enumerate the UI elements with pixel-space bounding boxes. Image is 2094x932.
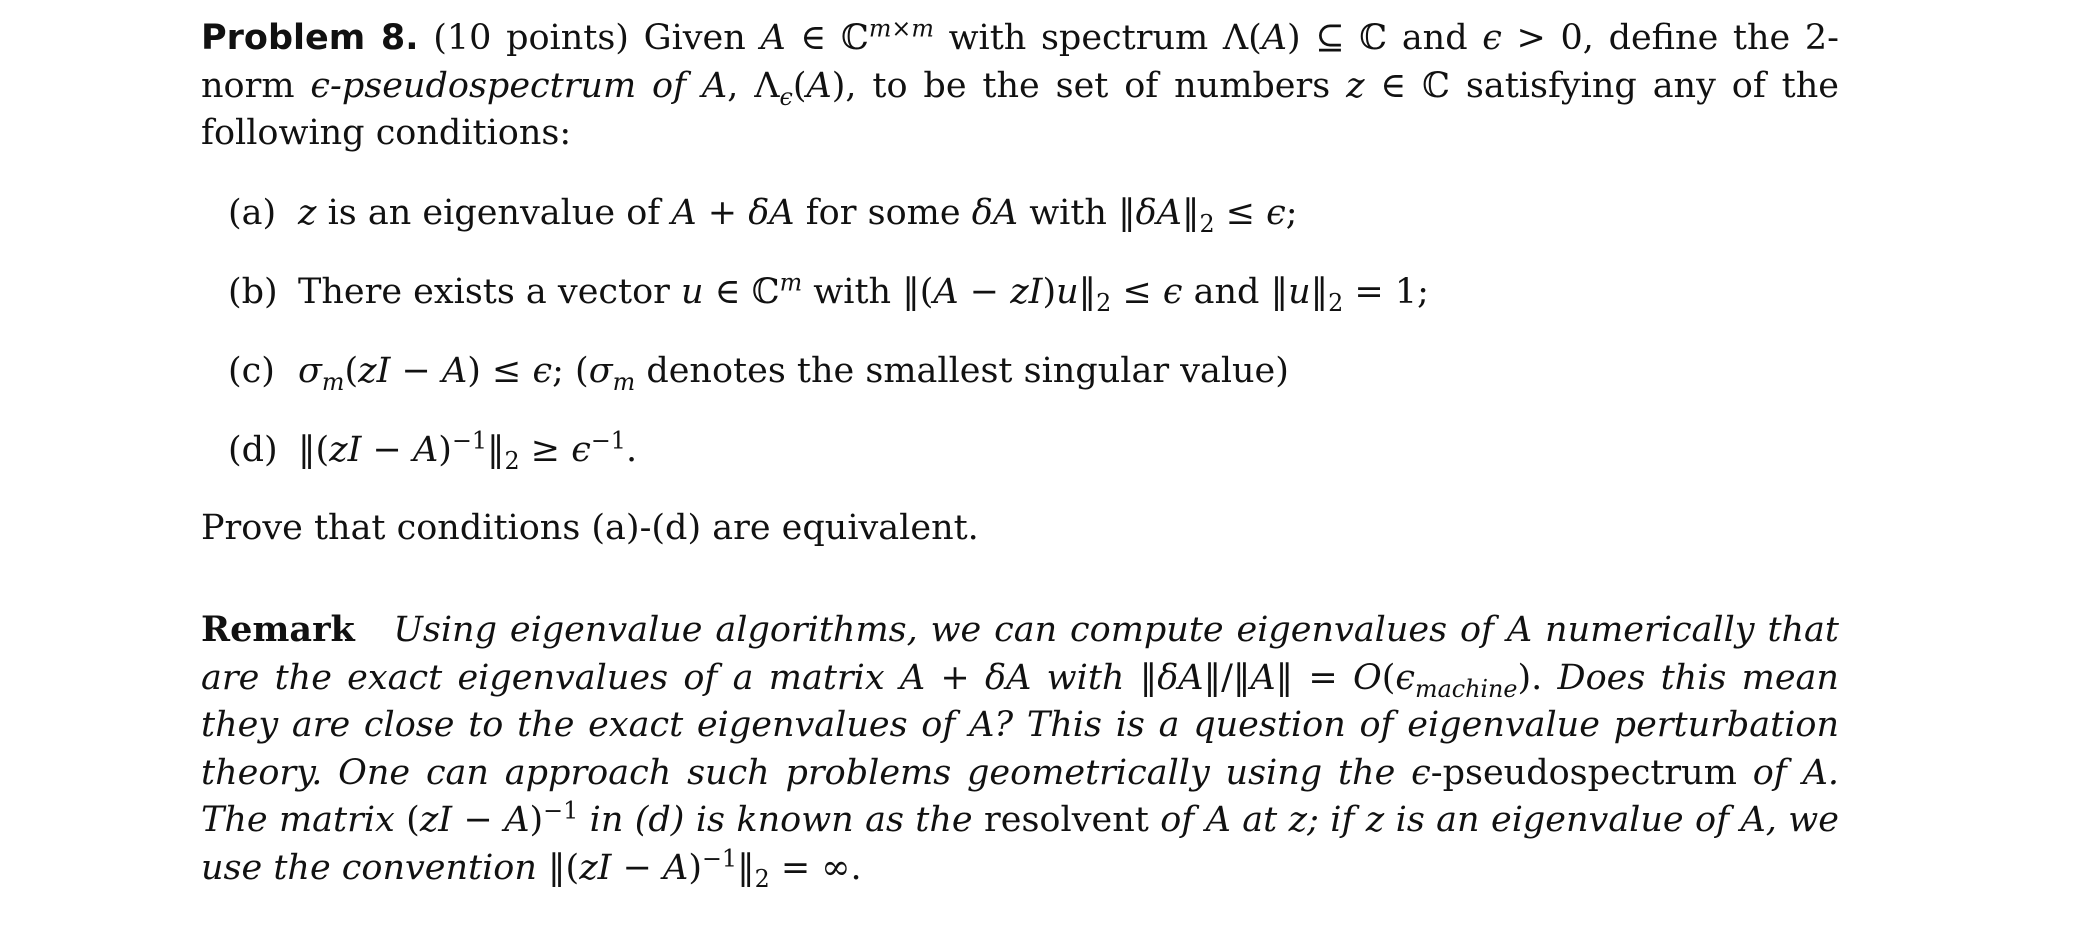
remark-text: Does this mean they are close to the exact eigenvalues of: [201, 657, 1839, 745]
condition-text: with: [1029, 193, 1107, 233]
problem-heading: Problem 8.: [201, 18, 419, 58]
condition-text: and: [1193, 272, 1260, 312]
remark-text: is an eigenvalue of: [1395, 800, 1730, 840]
text-to-be: to be the set of numbers: [872, 65, 1331, 106]
condition-c: (c) $\sigma_m(zI - A) \le \epsilon$; ($\sigma_m$ denotes the smallest singular value): [228, 348, 1289, 395]
remark-text: we use the convention: [201, 800, 1839, 888]
remark-text: pseudospectrum: [1442, 752, 1737, 793]
machine-subscript: machine: [1415, 674, 1518, 703]
remark-text: of: [1752, 752, 1787, 793]
remark: Remark Using eigenvalue algorithms, we can compute eigenvalues of A numerically that are the exact eigenvalues of a matrix A + δA with ‖δA‖/‖A‖ = $O(\epsilon_{machine})$. Does this mean they are close to the exact eigenvalues of A? This is a question of eigenvalue perturbation theory. One can approach such problems geometrically using the ϵ-pseudospectrum of A. The matrix (zI − A)$^{-1}$ in (d) is known as the resolvent of A at z; if z is an eigenvalue of A, we use the convention ‖(zI − $A)^{-1}‖_2$ = ∞.: [201, 609, 1840, 893]
remark-text: Using eigenvalue algorithms, we can compute eigenvalues of: [393, 610, 1494, 650]
condition-text: denotes the smallest singular value): [646, 351, 1289, 391]
condition-text: is an eigenvalue of: [327, 193, 661, 233]
remark-text: of: [1160, 800, 1195, 840]
condition-label: (b): [228, 272, 278, 312]
text-satisfying: satisfying any of the following conditions:: [201, 65, 1839, 153]
condition-text: There exists a vector: [298, 272, 670, 312]
condition-label: (a): [228, 193, 277, 233]
condition-text: with: [813, 272, 892, 312]
remark-text: with: [1046, 657, 1125, 698]
problem-points: (10 points): [433, 18, 629, 58]
condition-text: for some: [805, 193, 961, 233]
condition-label: (c): [228, 351, 275, 391]
condition-d: (d) ‖(zI − $A)^{-1}‖_2 \ge \epsilon^{-1}$.: [228, 426, 638, 475]
remark-heading: Remark: [201, 609, 355, 650]
condition-b: (b) There exists a vector u ∈ ℂ$^m$ with ‖(A − $zI)u‖_2 \le \epsilon$ and $‖u‖_2 = 1$;: [228, 268, 1429, 317]
prove-statement: Prove that conditions (a)-(d) are equivalent.: [201, 508, 979, 548]
condition-label: (d): [228, 430, 278, 470]
remark-text: The matrix: [201, 800, 395, 840]
text-given: Given: [643, 18, 746, 58]
remark-text: at: [1242, 800, 1278, 840]
remark-text: This is a question of eigenvalue perturbation theory. One can approach such problems geometrically using the: [201, 705, 1840, 793]
problem-statement: Problem 8. (10 points) Given A ∈ ℂ$^{m\times m}$ with spectrum Λ(A) ⊆ ℂ and ϵ > 0, define the 2-norm ϵ-pseudospectrum of A, $\Lambda_\epsilon(A)$, to be the set of numbers z ∈ ℂ satisfying any of the following conditions:: [201, 14, 1839, 153]
text-define: define the 2-norm: [201, 18, 1839, 106]
condition-a: (a) z is an eigenvalue of A + δA for some δA with $‖\delta A‖_2 \le \epsilon$;: [228, 190, 1298, 237]
term-pseudospectrum: -pseudospectrum of: [330, 65, 687, 106]
remark-text: numerically that are the exact eigenvalues of a matrix: [201, 610, 1839, 698]
text-and: and: [1401, 18, 1468, 58]
remark-text: if: [1330, 800, 1355, 840]
resolvent-term: resolvent: [984, 800, 1149, 840]
remark-text: in (d) is known as the: [589, 800, 973, 840]
